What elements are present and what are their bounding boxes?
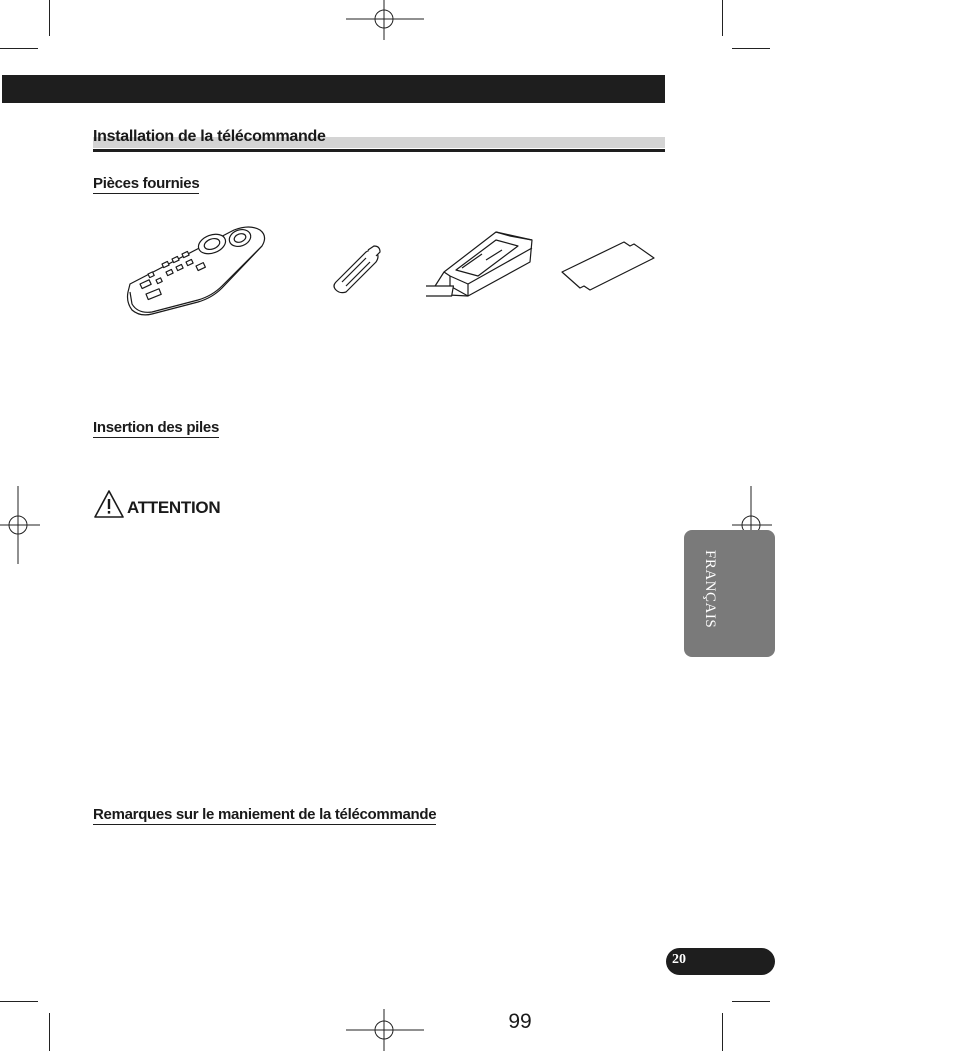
page-number: 99 <box>508 1010 532 1033</box>
section-page-badge <box>666 948 775 975</box>
subhead-batteries: Insertion des piles <box>93 419 220 436</box>
registration-mark-left <box>0 486 42 566</box>
warning-triangle-icon <box>93 489 125 519</box>
registration-mark-top <box>346 0 426 42</box>
subhead-parts: Pièces fournies <box>93 175 200 192</box>
section-rule <box>93 149 665 152</box>
remote-control-icon <box>122 222 270 318</box>
language-tab <box>684 530 775 657</box>
caution-heading <box>93 487 220 519</box>
battery-icon <box>330 244 384 294</box>
registration-mark-bottom <box>346 1009 426 1051</box>
language-tab-label: FRANÇAIS <box>702 550 718 629</box>
caution-label: ATTENTION <box>127 498 221 517</box>
section-title: Installation de la télécommande <box>93 128 665 148</box>
adhesive-tape-icon <box>560 238 658 300</box>
subhead-handling: Remarques sur le maniement de la télécommande <box>93 806 437 823</box>
header-bar <box>2 75 665 103</box>
holder-icon <box>426 226 538 304</box>
section-page-number: 20 <box>672 952 686 967</box>
